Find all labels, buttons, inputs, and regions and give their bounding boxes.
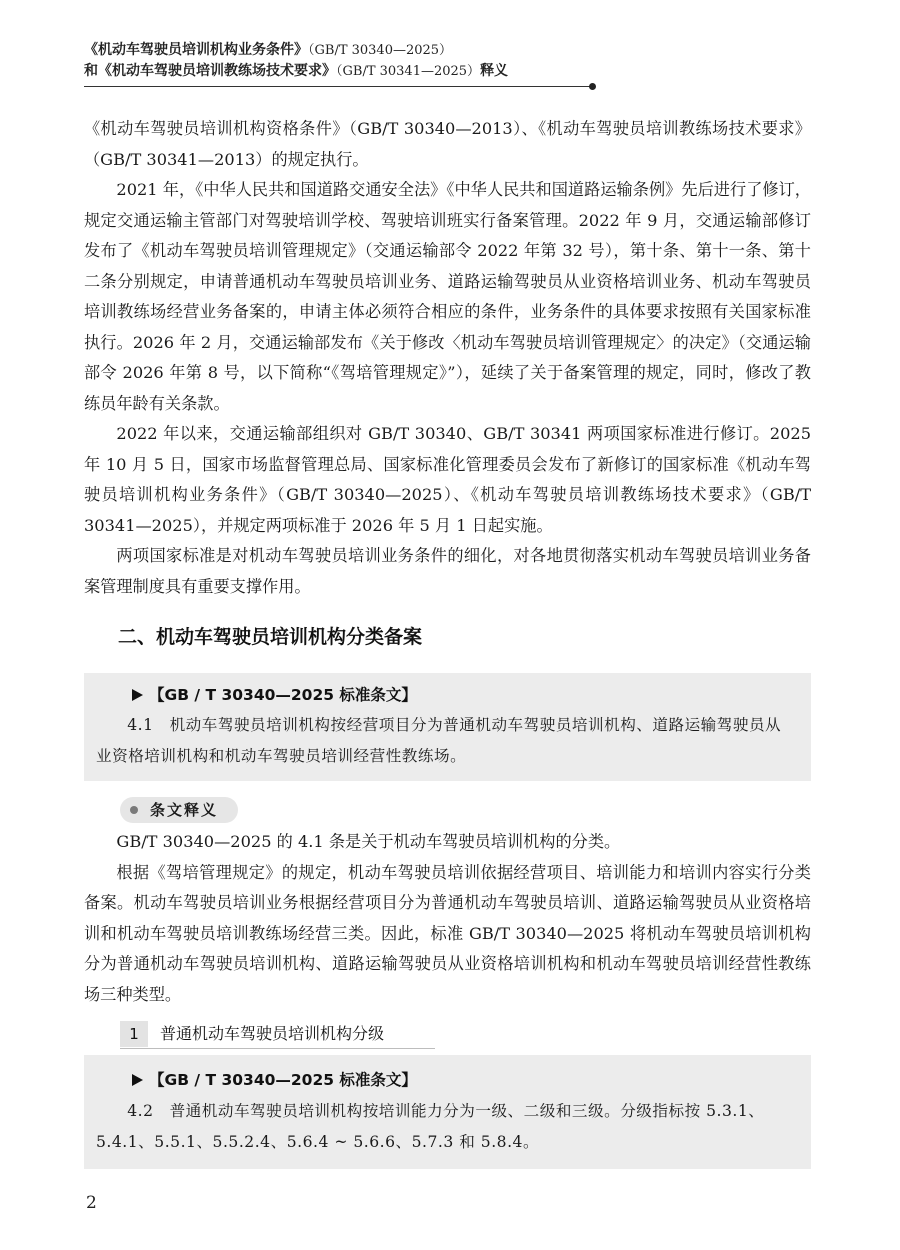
section-title: 二、机动车驾驶员培训机构分类备案	[118, 626, 423, 648]
header-title-2: 和《机动车驾驶员培训教练场技术要求》	[84, 63, 336, 79]
subsection-number: 1	[129, 1025, 139, 1043]
standard-clause-text: 4.1 机动车驾驶员培训机构按经营项目分为普通机动车驾驶员培训机构、道路运输驾驶员从业资格培训机构和机动车驾驶员培训经营性教练场。	[96, 716, 782, 765]
header-suffix: 释义	[480, 63, 509, 79]
subsection-underline	[120, 1048, 435, 1049]
standard-clause-text: 4.2 普通机动车驾驶员培训机构按培训能力分为一级、二级和三级。分级指标按 5.3.1、5.4.1、5.5.1、5.5.2.4、5.6.4 ~ 5.6.6、5.7.3 和 5.8.4。	[96, 1102, 765, 1151]
triangle-marker-icon	[132, 689, 143, 701]
header-code-2: （GB/T 30341—2025）	[336, 64, 481, 79]
standard-clause-heading	[132, 684, 417, 706]
intro-text	[84, 114, 811, 602]
subsection-title: 普通机动车驾驶员培训机构分级	[160, 1024, 385, 1043]
paragraph: 两项国家标准是对机动车驾驶员培训业务条件的细化，对各地贯彻落实机动车驾驶员培训业务备案管理制度具有重要支撑作用。	[84, 546, 811, 596]
standard-heading-text: 【GB / T 30340—2025 标准条文】	[149, 1071, 417, 1089]
running-header	[84, 40, 844, 82]
paragraph: GB/T 30340—2025 的 4.1 条是关于机动车驾驶员培训机构的分类。	[116, 832, 621, 851]
standard-heading-text: 【GB / T 30340—2025 标准条文】	[149, 686, 417, 704]
paragraph: 根据《驾培管理规定》的规定，机动车驾驶员培训依据经营项目、培训能力和培训内容实行分类备案。机动车驾驶员培训业务根据经营项目分为普通机动车驾驶员培训、道路运输驾驶员从业资格培训和机动车驾驶员培训教练场经营三类。因此，标准 GB/T 30340—2025 将机动车驾驶员培训机构分为普通机动车驾驶员培训机构、道路运输驾驶员从业资格培训机构和机动车驾驶员培训经营性教练场三种类型。	[84, 862, 811, 1004]
standard-clause-box	[84, 1055, 811, 1169]
page-number: 2	[86, 1193, 97, 1213]
paragraph: 2022 年以来，交通运输部组织对 GB/T 30340、GB/T 30341 两项国家标准进行修订。2025 年 10 月 5 日，国家市场监督管理总局、国家标准化管理委员会发布了新修订的国家标准《机动车驾驶员培训机构业务条件》（GB/T 30340—2025）、《机动车驾驶员培训教练场技术要求》（GB/T 30341—2025），并规定两项标准于 2026 年 5 月 1 日起实施。	[84, 424, 811, 535]
header-title-1: 《机动车驾驶员培训机构业务条件》	[84, 42, 308, 58]
subsection-heading	[120, 1021, 435, 1047]
header-line-2	[84, 61, 844, 82]
header-line-1	[84, 40, 844, 61]
standard-clause-heading	[132, 1069, 417, 1091]
header-code-1: （GB/T 30340—2025）	[308, 43, 453, 58]
standard-clause-box	[84, 673, 811, 781]
badge-dot-icon	[130, 806, 138, 814]
explanation-badge	[120, 797, 238, 823]
header-rule	[84, 86, 592, 87]
paragraph: 2021 年，《中华人民共和国道路交通安全法》《中华人民共和国道路运输条例》先后进行了修订，规定交通运输主管部门对驾驶培训学校、驾驶培训班实行备案管理。2022 年 9 月，交通运输部修订发布了《机动车驾驶员培训管理规定》（交通运输部令 2022 年第 32 号），第十条、第十一条、第十二条分别规定，申请普通机动车驾驶员培训业务、道路运输驾驶员从业资格培训业务、机动车驾驶员培训教练场经营业务备案的，申请主体必须符合相应的条件，业务条件的具体要求按照有关国家标准执行。2026 年 2 月，交通运输部发布《关于修改〈机动车驾驶员培训管理规定〉的决定》（交通运输部令 2026 年第 8 号，以下简称“《驾培管理规定》”），延续了关于备案管理的规定，同时，修改了教练员年龄有关条款。	[84, 180, 811, 413]
explanation-label: 条文释义	[150, 801, 219, 819]
triangle-marker-icon	[132, 1074, 143, 1086]
paragraph: 《机动车驾驶员培训机构资格条件》（GB/T 30340—2013）、《机动车驾驶员培训教练场技术要求》（GB/T 30341—2013）的规定执行。	[84, 119, 811, 169]
explanation-text	[84, 827, 811, 1010]
header-rule-dot	[589, 83, 596, 90]
